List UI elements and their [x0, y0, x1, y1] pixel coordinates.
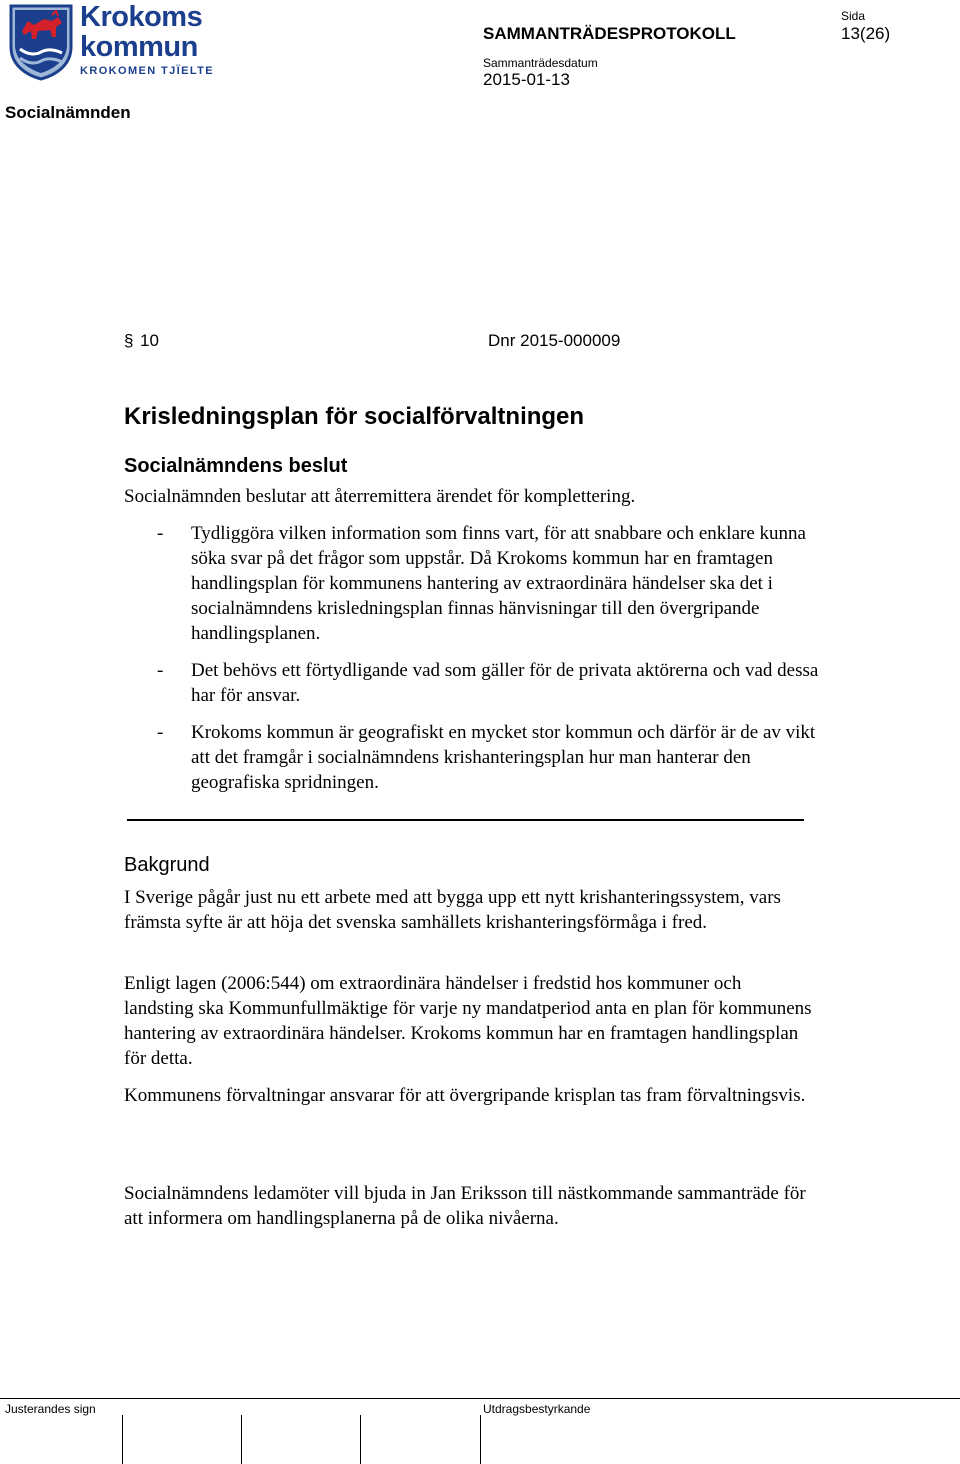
extract-certification-label: Utdragsbestyrkande: [483, 1402, 591, 1416]
page-label: Sida: [841, 9, 866, 23]
case-reference-number: Dnr 2015-000009: [488, 331, 621, 350]
bullet-dash: -: [157, 523, 164, 544]
municipality-logo: [8, 3, 223, 81]
decision-intro: Socialnämnden beslutar att återremittera ärendet för komplettering.: [124, 486, 636, 507]
bullet-dash: -: [157, 722, 164, 743]
signature-box-divider: [122, 1415, 123, 1464]
org-unit-name: Socialnämnden: [5, 103, 131, 122]
adjuster-signature-label: Justerandes sign: [5, 1402, 96, 1416]
case-title: Krisledningsplan för socialförvaltningen: [124, 403, 585, 430]
signature-box-divider: [480, 1415, 481, 1464]
document-type: SAMMANTRÄDESPROTOKOLL: [483, 24, 736, 43]
meeting-date-value: 2015-01-13: [483, 70, 570, 89]
logo-text-line-3: KROKOMEN TJÏELTE: [80, 65, 215, 77]
meeting-date-label: Sammanträdesdatum: [483, 56, 598, 70]
logo-text-line-2: kommun: [80, 31, 198, 63]
bullet-text: Krokoms kommun är geografiskt en mycket stor kommun och därför är de av vikt att det framgår i socialnämndens krishanteringsplan hur man hanterar den geografiska spridningen.: [191, 722, 816, 793]
section-divider: [127, 819, 804, 821]
coat-of-arms-icon: [8, 3, 74, 81]
signature-box-divider: [360, 1415, 361, 1464]
bullet-text: Tydliggöra vilken information som finns vart, för att snabbare och enklare kunna söka svar på det frågor som uppstår. Då Krokoms kommun har en framtagen handlingsplan för kommunens hantering av extraordinära händelser ska det i socialnämndens krisledningsplan finnas hänvisningar till den övergripande handlingsplanen.: [191, 523, 806, 644]
footer-rule: [0, 1398, 960, 1399]
section-mark: §: [124, 331, 134, 350]
bullet-text: Det behövs ett förtydligande vad som gäller för de privata aktörerna och vad dessa har för ansvar.: [191, 660, 819, 706]
background-heading: Bakgrund: [124, 854, 210, 876]
section-number: 10: [140, 331, 159, 350]
background-paragraph: Enligt lagen (2006:544) om extraordinära händelser i fredstid hos kommuner och landsting ska Kommunfullmäktige för varje ny mandatperiod anta en plan för kommunens hantering av extraordinära händelser. Krokoms kommun har en framtagen handlingsplan för detta.: [124, 973, 812, 1069]
background-paragraph: Kommunens förvaltningar ansvarar för att övergripande krisplan tas fram förvaltningsvis.: [124, 1085, 806, 1106]
background-paragraph: I Sverige pågår just nu ett arbete med att bygga upp ett nytt krishanteringssystem, vars främsta syfte är att höja det svenska samhällets krishanteringsförmåga i fred.: [124, 887, 781, 933]
page-number: 13(26): [841, 24, 891, 43]
signature-box-divider: [241, 1415, 242, 1464]
background-paragraph: Socialnämndens ledamöter vill bjuda in Jan Eriksson till nästkommande sammanträde för att informera om handlingsplanerna på de olika nivåerna.: [124, 1183, 806, 1229]
decision-heading: Socialnämndens beslut: [124, 455, 348, 477]
bullet-dash: -: [157, 660, 164, 681]
logo-text-line-1: Krokoms: [80, 1, 203, 33]
